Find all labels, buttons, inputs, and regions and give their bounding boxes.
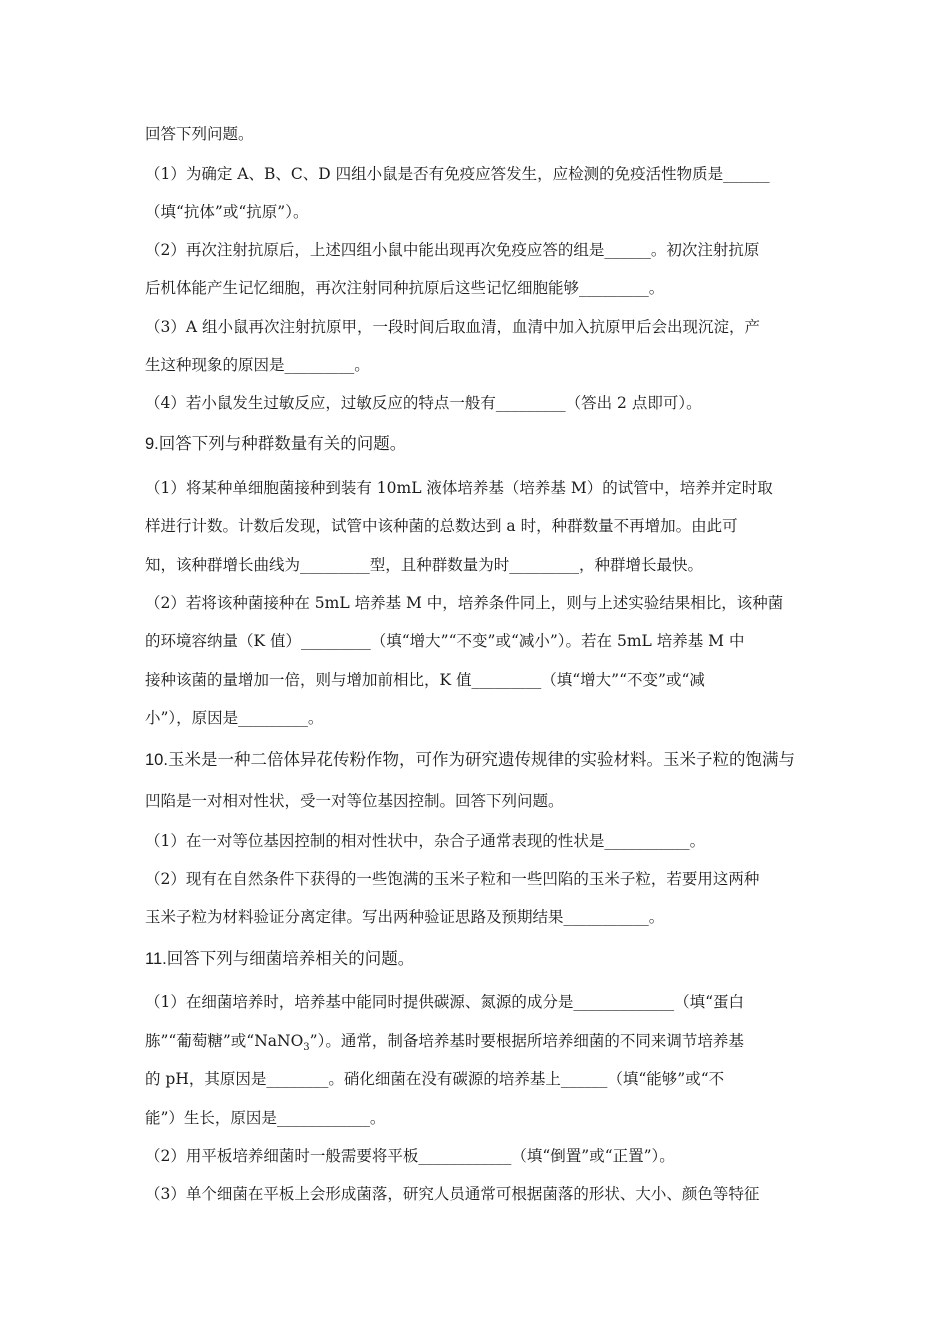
q8-part1-line2: （填“抗体”或“抗原”）。 bbox=[145, 203, 309, 221]
q11-part1-line2-b: ”）。通常，制备培养基时要根据所培养细菌的不同来调节培养基 bbox=[309, 1032, 744, 1050]
q9-part2-line2: 的环境容纳量（K 值）_________（填“增大”“不变”或“减小”）。若在 5mL 培养基 M 中 bbox=[145, 632, 745, 650]
q9-part2-line4: 小”），原因是_________。 bbox=[145, 709, 324, 727]
q10-part2-line2: 玉米子粒为材料验证分离定律。写出两种验证思路及预期结果___________。 bbox=[145, 908, 665, 926]
q9-number: 9. bbox=[145, 435, 159, 453]
q8-part4-line1: （4）若小鼠发生过敏反应，过敏反应的特点一般有_________（答出 2 点即可）。 bbox=[145, 394, 702, 412]
q10-title-line1: 玉米是一种二倍体异花传粉作物，可作为研究遗传规律的实验材料。玉米子粒的饱满与 bbox=[167, 751, 795, 769]
q8-part3-line1: （3）A 组小鼠再次注射抗原甲，一段时间后取血清，血清中加入抗原甲后会出现沉淀，产 bbox=[145, 318, 760, 336]
q11-part1-line4: 能”）生长，原因是____________。 bbox=[145, 1109, 386, 1127]
q11-part1-line2 bbox=[145, 1031, 744, 1058]
q11-part1-line2-a: 胨”“葡萄糖”或“NaNO bbox=[145, 1032, 304, 1050]
q10-part2-line1: （2）现有在自然条件下获得的一些饱满的玉米子粒和一些凹陷的玉米子粒，若要用这两种 bbox=[145, 870, 760, 888]
q8-part3-line2: 生这种现象的原因是_________。 bbox=[145, 356, 370, 374]
q9-part1-line1: （1）将某种单细胞菌接种到装有 10mL 液体培养基（培养基 M）的试管中，培养并定时取 bbox=[145, 479, 773, 497]
q10-heading bbox=[145, 750, 795, 770]
q9-part2-line1: （2）若将该种菌接种在 5mL 培养基 M 中，培养条件同上，则与上述实验结果相比，该种菌 bbox=[145, 594, 784, 612]
q8-part2-line2: 后机体能产生记忆细胞，再次注射同种抗原后这些记忆细胞能够_________。 bbox=[145, 279, 665, 297]
q9-part1-line3: 知，该种群增长曲线为_________型，且种群数量为时_________，种群增长最快。 bbox=[145, 556, 704, 574]
q9-part2-line3: 接种该菌的量增加一倍，则与增加前相比，K 值_________（填“增大”“不变”或“减 bbox=[145, 671, 705, 689]
q9-part1-line2: 样进行计数。计数后发现，试管中该种菌的总数达到 a 时，种群数量不再增加。由此可 bbox=[145, 517, 738, 535]
q10-number: 10. bbox=[145, 751, 168, 769]
q11-heading bbox=[145, 949, 414, 969]
q8-part1-line1: （1）为确定 A、B、C、D 四组小鼠是否有免疫应答发生，应检测的免疫活性物质是______ bbox=[145, 165, 770, 183]
q8-part2-line1: （2）再次注射抗原后，上述四组小鼠中能出现再次免疫应答的组是______。初次注射抗原 bbox=[145, 241, 760, 259]
q9-title: 回答下列与种群数量有关的问题。 bbox=[158, 435, 407, 453]
q11-part3-line1: （3）单个细菌在平板上会形成菌落，研究人员通常可根据菌落的形状、大小、颜色等特征 bbox=[145, 1185, 760, 1203]
q11-part1-line3: 的 pH，其原因是________。硝化细菌在没有碳源的培养基上______（填“能够”或“不 bbox=[145, 1070, 725, 1088]
q11-title: 回答下列与细菌培养相关的问题。 bbox=[166, 950, 415, 968]
q11-number: 11. bbox=[145, 950, 167, 968]
q10-part1-line1: （1）在一对等位基因控制的相对性状中，杂合子通常表现的性状是___________。 bbox=[145, 832, 706, 850]
q11-part2-line1: （2）用平板培养细菌时一般需要将平板____________（填“倒置”或“正置”）。 bbox=[145, 1147, 675, 1165]
q8-intro: 回答下列问题。 bbox=[145, 125, 254, 143]
q11-subscript: 3 bbox=[303, 1042, 310, 1054]
q11-part1-line1: （1）在细菌培养时，培养基中能同时提供碳源、氮源的成分是_____________（填“蛋白 bbox=[145, 993, 745, 1011]
q9-heading bbox=[145, 434, 406, 454]
q10-title-line2: 凹陷是一对相对性状，受一对等位基因控制。回答下列问题。 bbox=[145, 792, 564, 810]
